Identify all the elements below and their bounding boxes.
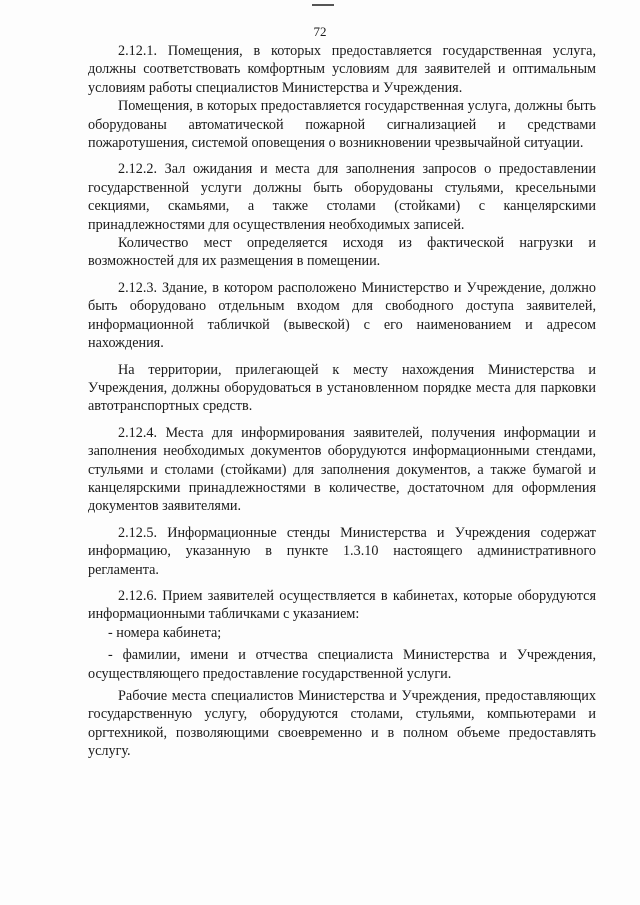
paragraph-parking: На территории, прилегающей к месту нахождения Министерства и Учреждения, должны оборудоваться в установленном порядке места для парковки автотранспортных средств. — [88, 361, 596, 415]
scan-mark — [312, 4, 334, 6]
paragraph-workplaces: Рабочие места специалистов Министерства и Учреждения, предоставляющих государственную услугу, оборудуются столами, стульями, компьютерами и оргтехникой, позволяющими своевременно и в полном объеме предоставлять услугу. — [88, 688, 596, 760]
list-item-specialist-name: - фамилии, имени и отчества специалиста Министерства и Учреждения, осуществляющего предоставление государственной услуги. — [88, 647, 596, 682]
paragraph-seats-count: Количество мест определяется исходя из фактической нагрузки и возможностей для их размещения в помещении. — [88, 235, 596, 270]
paragraph-2-12-1: 2.12.1. Помещения, в которых предоставляется государственная услуга, должны соответствовать комфортным условиям для заявителей и оптимальным условиям работы специалистов Министерства и Учреждения. — [88, 43, 596, 96]
page-number: 72 — [313, 24, 327, 39]
paragraph-premises-equipment: Помещения, в которых предоставляется государственная услуга, должны быть оборудованы автоматической пожарной сигнализацией и средствами пожаротушения, системой оповещения о возникновении чрезвычайной ситуации. — [88, 98, 596, 152]
paragraph-2-12-5: 2.12.5. Информационные стенды Министерства и Учреждения содержат информацию, указанную в пункте 1.3.10 настоящего административного регламента. — [88, 524, 596, 578]
list-item-room-number: - номера кабинета; — [108, 624, 222, 641]
paragraph-2-12-6: 2.12.6. Прием заявителей осуществляется в кабинетах, которые оборудуются информационными табличками с указанием: — [88, 587, 596, 623]
paragraph-2-12-3: 2.12.3. Здание, в котором расположено Министерство и Учреждение, должно быть оборудовано отдельным входом для свободного доступа заявителей, информационной табличкой (вывеской) с его наименованием и адресом нахождения. — [88, 279, 596, 352]
document-body — [88, 42, 596, 769]
paragraph-2-12-2: 2.12.2. Зал ожидания и места для заполнения запросов о предоставлении государственной услуги должны быть оборудованы стульями, кресельными секциями, скамьями, а также столами (стойками) с канцелярскими принадлежностями для осуществления необходимых записей. — [88, 161, 596, 233]
paragraph-2-12-4: 2.12.4. Места для информирования заявителей, получения информации и заполнения необходимых документов оборудуются информационными стендами, стульями и столами (стойками) для заполнения документов, а также бумагой и канцелярскими принадлежностями в количестве, достаточном для оформления документов заявителями. — [88, 424, 596, 515]
